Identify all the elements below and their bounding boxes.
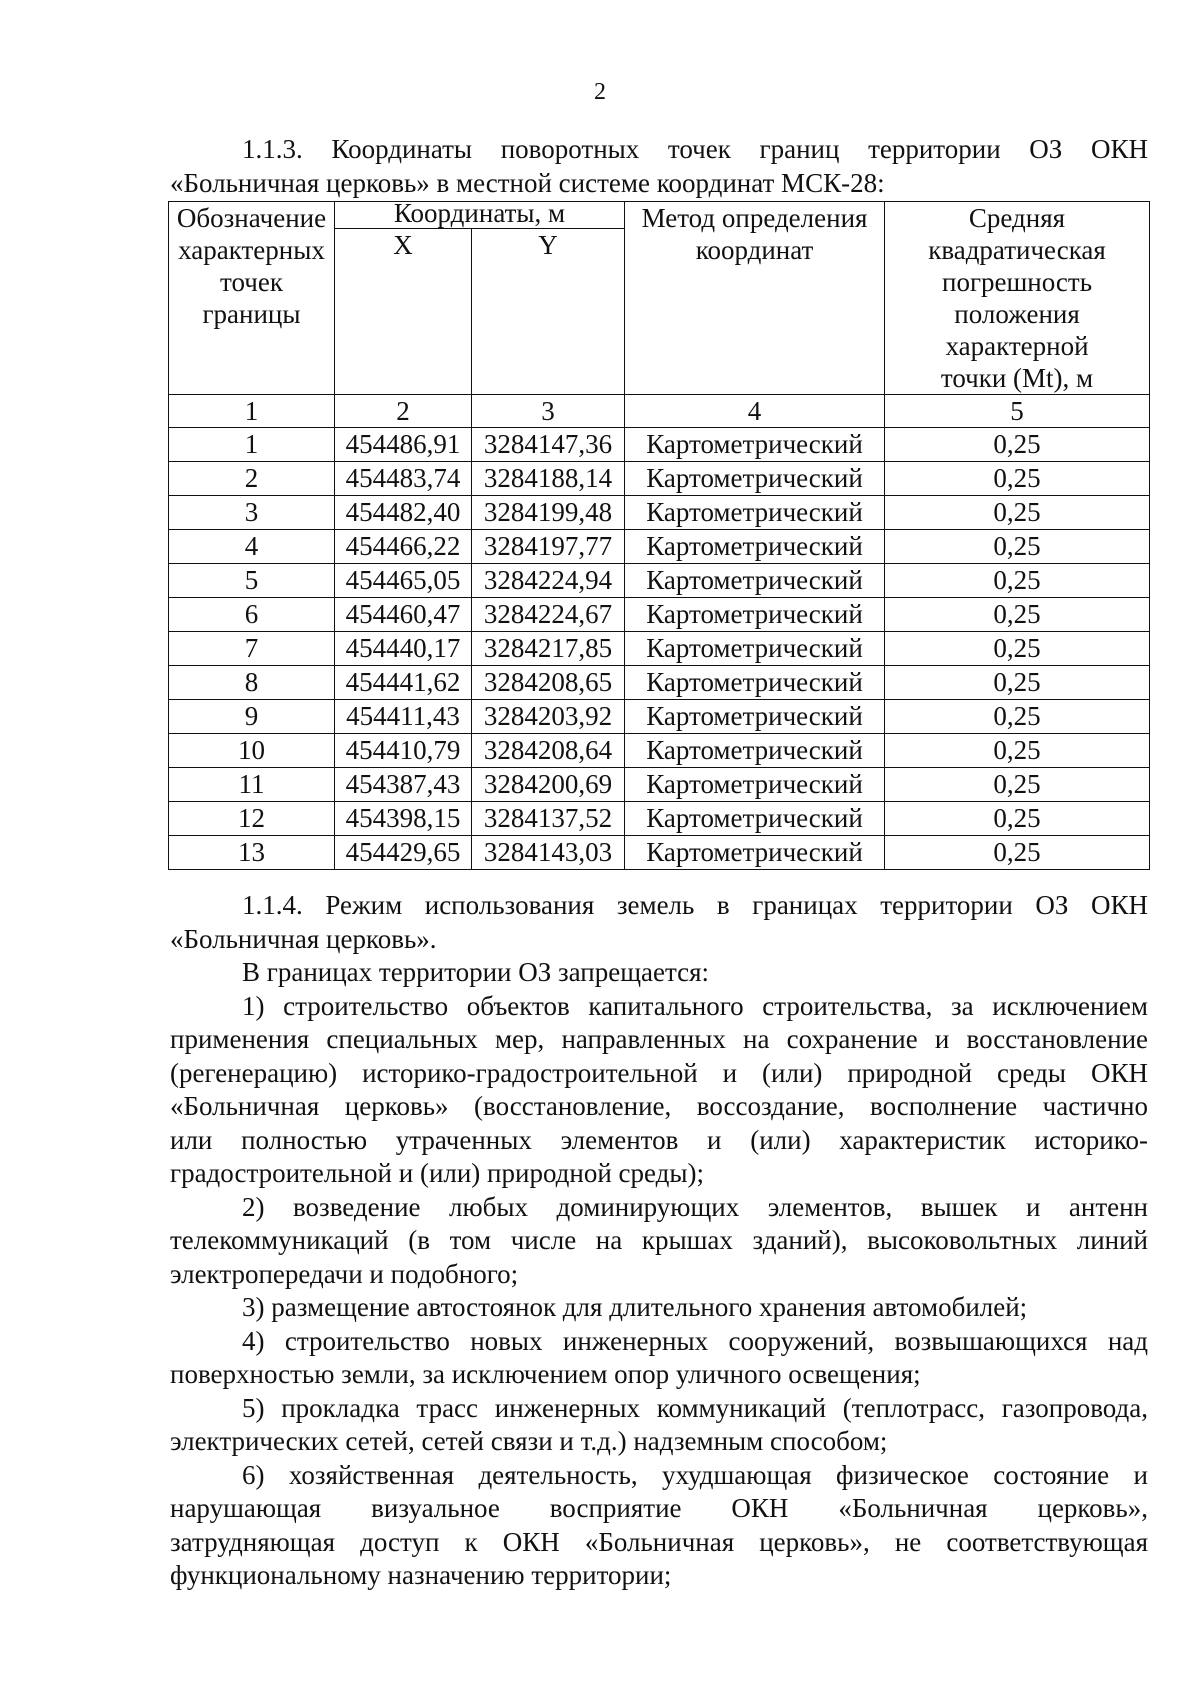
cell-error: 0,25: [885, 496, 1150, 530]
intro-text: В границах территории ОЗ запрещается:: [242, 957, 710, 987]
cell-method: Картометрический: [625, 530, 885, 564]
table-row: [169, 836, 1150, 870]
cell-method: Картометрический: [625, 598, 885, 632]
coordinates-table: [168, 198, 1150, 870]
cell-point: 13: [169, 836, 335, 870]
list-item-line: «Больничная церковь» (восстановление, воссоздание, восполнение частично: [170, 1091, 1148, 1121]
cell-method: Картометрический: [625, 632, 885, 666]
cell-x: 454410,79: [335, 734, 472, 768]
table-row: [169, 428, 1150, 462]
cell-point: 11: [169, 768, 335, 802]
column-number: 2: [335, 395, 472, 428]
cell-x: 454441,62: [335, 666, 472, 700]
cell-method: Картометрический: [625, 564, 885, 598]
table-row: [169, 632, 1150, 666]
list-item-line: применения специальных мер, направленных на сохранение и восстановление: [170, 1024, 1148, 1054]
cell-x: 454398,15: [335, 802, 472, 836]
cell-x: 454465,05: [335, 564, 472, 598]
list-item-line: электропередачи и подобного;: [170, 1258, 519, 1289]
cell-error: 0,25: [885, 802, 1150, 836]
cell-point: 2: [169, 462, 335, 496]
header-y: Y: [472, 228, 625, 394]
cell-y: 3284208,65: [472, 666, 625, 700]
cell-method: Картометрический: [625, 666, 885, 700]
cell-y: 3284188,14: [472, 462, 625, 496]
cell-method: Картометрический: [625, 802, 885, 836]
cell-y: 3284217,85: [472, 632, 625, 666]
header-mean-square-error: Средняя квадратическая погрешность положения характерной точки (Mt), м: [885, 202, 1150, 395]
table-row: [169, 530, 1150, 564]
table-row: [169, 598, 1150, 632]
list-item-line: 2) возведение любых доминирующих элементов, вышек и антенн: [242, 1191, 1148, 1222]
list-item: [170, 1325, 1148, 1392]
header-coordinates: Координаты, м: [335, 202, 625, 229]
cell-method: Картометрический: [625, 768, 885, 802]
column-number: 5: [885, 395, 1150, 428]
list-item-line: или полностью утраченных элементов и (или) характеристик историко-: [170, 1124, 1148, 1155]
cell-error: 0,25: [885, 768, 1150, 802]
cell-error: 0,25: [885, 700, 1150, 734]
column-number: 3: [472, 395, 625, 428]
heading-line: 1.1.3. Координаты поворотных точек границ территории ОЗ ОКН: [242, 134, 1148, 164]
section-1-1-3-heading: [170, 133, 1148, 200]
column-number: 1: [169, 395, 335, 428]
cell-error: 0,25: [885, 734, 1150, 768]
list-item: [170, 1392, 1148, 1459]
page-number: 2: [594, 79, 606, 105]
list-item: [170, 1291, 1148, 1325]
list-item: [170, 1459, 1148, 1593]
cell-x: 454482,40: [335, 496, 472, 530]
column-number: 4: [625, 395, 885, 428]
cell-point: 10: [169, 734, 335, 768]
list-item: [170, 1191, 1148, 1292]
cell-method: Картометрический: [625, 462, 885, 496]
cell-y: 3284224,94: [472, 564, 625, 598]
list-item-line: 6) хозяйственная деятельность, ухудшающая физическое состояние и: [242, 1459, 1148, 1490]
list-item-line: поверхностью земли, за исключением опор уличного освещения;: [170, 1359, 921, 1389]
cell-x: 454411,43: [335, 700, 472, 734]
list-item-line: электрических сетей, сетей связи и т.д.) надземным способом;: [170, 1426, 888, 1456]
cell-method: Картометрический: [625, 428, 885, 462]
table-row: [169, 700, 1150, 734]
cell-point: 3: [169, 496, 335, 530]
list-item-line: (регенерацию) историко-градостроительной и (или) природной среды ОКН: [170, 1057, 1148, 1088]
header-point-designation: Обозначение характерных точек границы: [169, 202, 335, 395]
section-1-1-4: [170, 889, 1148, 1593]
cell-x: 454486,91: [335, 428, 472, 462]
cell-y: 3284137,52: [472, 802, 625, 836]
heading-line: 1.1.4. Режим использования земель в границах территории ОЗ ОКН: [242, 890, 1148, 920]
column-number-row: [169, 395, 1150, 428]
table-row: [169, 802, 1150, 836]
list-item-line: 3) размещение автостоянок для длительного хранения автомобилей;: [242, 1292, 1028, 1322]
table-row: [169, 496, 1150, 530]
cell-x: 454466,22: [335, 530, 472, 564]
heading-line: «Больничная церковь» в местной системе координат МСК-28:: [170, 167, 885, 198]
list-item: [170, 990, 1148, 1191]
cell-error: 0,25: [885, 836, 1150, 870]
list-item-line: 5) прокладка трасс инженерных коммуникаций (теплотрасс, газопровода,: [242, 1392, 1148, 1423]
table-row: [169, 768, 1150, 802]
header-x: X: [335, 228, 472, 394]
cell-point: 4: [169, 530, 335, 564]
cell-x: 454460,47: [335, 598, 472, 632]
cell-y: 3284143,03: [472, 836, 625, 870]
cell-y: 3284203,92: [472, 700, 625, 734]
cell-x: 454483,74: [335, 462, 472, 496]
cell-method: Картометрический: [625, 496, 885, 530]
cell-error: 0,25: [885, 598, 1150, 632]
cell-y: 3284197,77: [472, 530, 625, 564]
cell-x: 454429,65: [335, 836, 472, 870]
cell-point: 8: [169, 666, 335, 700]
cell-point: 1: [169, 428, 335, 462]
cell-y: 3284208,64: [472, 734, 625, 768]
cell-method: Картометрический: [625, 734, 885, 768]
cell-error: 0,25: [885, 632, 1150, 666]
cell-y: 3284147,36: [472, 428, 625, 462]
cell-error: 0,25: [885, 666, 1150, 700]
cell-point: 7: [169, 632, 335, 666]
coordinates-table-body: [169, 428, 1150, 870]
list-item-line: 4) строительство новых инженерных сооружений, возвышающихся над: [242, 1325, 1148, 1356]
cell-x: 454387,43: [335, 768, 472, 802]
table-row: [169, 666, 1150, 700]
list-item-line: затрудняющая доступ к ОКН «Больничная церковь», не соответствующая: [170, 1526, 1148, 1557]
header-method: Метод определения координат: [625, 202, 885, 395]
cell-y: 3284200,69: [472, 768, 625, 802]
table-row: [169, 734, 1150, 768]
cell-method: Картометрический: [625, 836, 885, 870]
list-item-line: нарушающая визуальное восприятие ОКН «Больничная церковь»,: [170, 1493, 1148, 1523]
table-header-row: [169, 202, 1150, 229]
cell-y: 3284199,48: [472, 496, 625, 530]
prohibition-list: [170, 990, 1148, 1593]
list-item-line: градостроительной и (или) природной среды);: [170, 1158, 705, 1188]
list-item-line: функциональному назначению территории;: [170, 1560, 672, 1590]
cell-point: 12: [169, 802, 335, 836]
table-row: [169, 564, 1150, 598]
cell-point: 9: [169, 700, 335, 734]
cell-error: 0,25: [885, 530, 1150, 564]
cell-error: 0,25: [885, 564, 1150, 598]
cell-x: 454440,17: [335, 632, 472, 666]
cell-method: Картометрический: [625, 700, 885, 734]
heading-line: «Больничная церковь».: [170, 923, 437, 954]
cell-point: 6: [169, 598, 335, 632]
cell-point: 5: [169, 564, 335, 598]
cell-error: 0,25: [885, 462, 1150, 496]
list-item-line: телекоммуникаций (в том числе на крышах зданий), высоковольтных линий: [170, 1225, 1148, 1255]
table-row: [169, 462, 1150, 496]
cell-y: 3284224,67: [472, 598, 625, 632]
cell-error: 0,25: [885, 428, 1150, 462]
list-item-line: 1) строительство объектов капитального строительства, за исключением: [242, 990, 1148, 1021]
